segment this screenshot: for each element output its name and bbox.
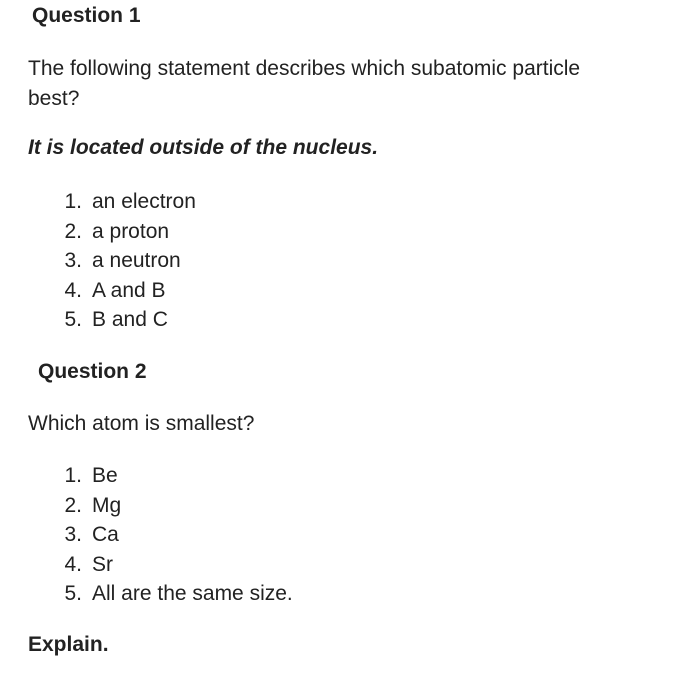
question-1-option (50, 276, 196, 306)
question-1-text-block (28, 54, 628, 114)
option-label: a proton (92, 219, 170, 243)
option-label: a neutron (92, 249, 181, 272)
option-number: 2. (64, 219, 82, 243)
option-number: 1. (64, 464, 82, 487)
question-1-option (50, 187, 196, 217)
option-number: 2. (64, 493, 82, 517)
question-1-option (50, 217, 196, 247)
question-2-options (50, 461, 293, 609)
option-label: Mg (92, 493, 122, 517)
option-label: Sr (92, 552, 113, 576)
question-1-title-block (32, 4, 141, 28)
question-2-text-block (28, 409, 628, 439)
option-label: Ca (92, 523, 119, 546)
question-1-options (50, 187, 196, 335)
question-2-option (50, 520, 293, 550)
option-number: 3. (64, 523, 82, 546)
explain-label: Explain. (28, 633, 109, 656)
question-1-statement-block (28, 136, 378, 160)
option-label: Be (92, 464, 118, 487)
question-2-title: Question 2 (38, 360, 147, 383)
question-1-title: Question 1 (32, 4, 141, 27)
option-number: 4. (64, 278, 82, 302)
question-2-option (50, 579, 293, 609)
explain-block (28, 633, 109, 657)
option-number: 1. (64, 190, 82, 213)
question-2-option (50, 491, 293, 521)
option-number: 5. (64, 582, 82, 605)
question-1-statement: It is located outside of the nucleus. (28, 136, 379, 159)
option-number: 4. (64, 552, 82, 576)
option-number: 5. (64, 308, 82, 331)
question-1-option (50, 305, 196, 335)
question-2-option (50, 550, 293, 580)
question-1-text: The following statement describes which subatomic particle best? (28, 57, 581, 110)
question-2-text: Which atom is smallest? (28, 412, 255, 435)
question-2-title-block (38, 360, 147, 384)
option-label: A and B (92, 278, 166, 302)
question-2-option (50, 461, 293, 491)
option-label: All are the same size. (92, 582, 293, 605)
option-label: B and C (92, 308, 168, 331)
question-1-option (50, 246, 196, 276)
option-number: 3. (64, 249, 82, 272)
option-label: an electron (92, 190, 196, 213)
